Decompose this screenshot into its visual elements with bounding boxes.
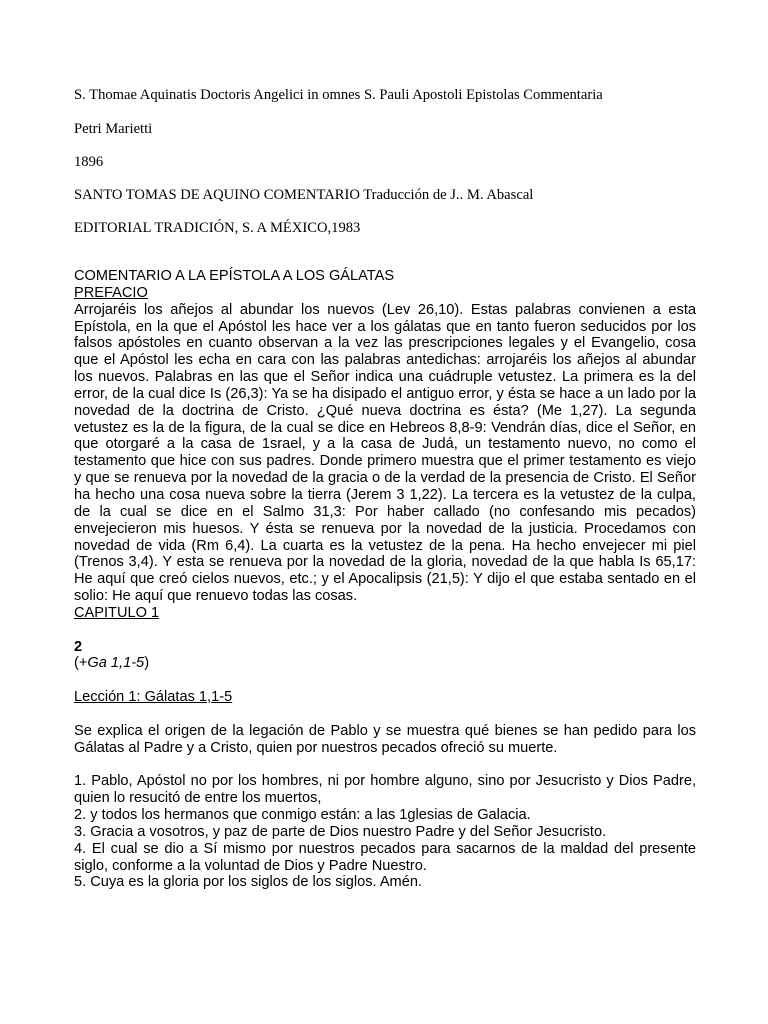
prefacio-paragraph: Arrojaréis los añejos al abundar los nuevos (Lev 26,10). Estas palabras convienen a esta Epístola, en la que el Apóstol les hace ver a los gálatas que en tanto fueron seducidos por los falsos apóstoles en cuanto observan a la vez las prescripciones legales y el Evangelio, cosa que el Apóstol les echa en cara con las palabras antedichas: arrojaréis los añejos al abundar los nuevos. Palabras en las que el Señor indica una cuádruple vetustez. La primera es la del error, de la cual dice Is (26,3): Ya se ha disipado el antiguo error, y ésta se hace a un lado por la novedad de la doctrina de Cristo. ¿Qué nueva doctrina es ésta? (Me 1,27). La segunda vetustez es la de la figura, de la cual se dice en Hebreos 8,8-9: Vendrán días, dice el Señor, en que otorgaré a la casa de 1srael, y a la casa de Judá, un testamento nuevo, no como el testamento que hice con sus padres. Donde primero muestra que el primer testamento es viejo y que se renueva por la novedad de la gracia o de la verdad de la presencia de Cristo. El Señor ha hecho una cosa nueva sobre la tierra (Jerem 3 1,22). La tercera es la vetustez de la culpa, de la cual se dice en el Salmo 31,3: Por haber callado (no confesando mis pecados) envejecieron mis huesos. Y ésta se renueva por la novedad de la justicia. Procedamos con novedad de vida (Rm 6,4). La cuarta es la vetustez de la pena. Ha hecho envejecer mi piel (Trenos 3,4). Y esta se renueva por la novedad de la gloria, novedad de la que habla Is 65,17: He aquí que creó cielos nuevos, etc.; y el Apocalipsis (21,5): Y dijo el que estaba sentado en el solio: He aquí que renuevo todas las cosas.: [74, 301, 696, 605]
edition-info: EDITORIAL TRADICIÓN, S. A MÉXICO,1983: [74, 220, 361, 236]
verse-4: 4. El cual se dio a Sí mismo por nuestros pecados para sacarnos de la maldad del presente siglo, conforme a la voluntad de Dios y Padre Nuestro.: [74, 840, 696, 874]
leccion-link[interactable]: Lección 1: Gálatas 1,1-5: [74, 689, 233, 706]
verse-3: 3. Gracia a vosotros, y paz de parte de Dios nuestro Padre y del Señor Jesucristo.: [74, 823, 607, 840]
prefacio-link[interactable]: PREFACIO: [74, 284, 148, 301]
section-number: 2: [74, 638, 83, 655]
ref-italic: Ga 1,1-5: [87, 655, 145, 672]
verse-2: 2. y todos los hermanos que conmigo están: a las 1glesias de Galacia.: [74, 807, 531, 823]
publisher-name: Petri Marietti: [74, 121, 153, 137]
verse-1: 1. Pablo, Apóstol no por los hombres, ni por hombre alguno, sino por Jesucristo y Dios Padre, quien lo resucitó de entre los muertos,: [74, 773, 696, 807]
translation-credit: SANTO TOMAS DE AQUINO COMENTARIO Traducción de J.. M. Abascal: [74, 187, 534, 203]
main-content: [74, 268, 696, 891]
book-title: S. Thomae Aquinatis Doctoris Angelici in omnes S. Pauli Apostoli Epistolas Commentaria: [74, 87, 603, 103]
spacer: [74, 706, 696, 723]
spacer: [74, 672, 696, 689]
lesson-summary: Se explica el origen de la legación de Pablo y se muestra qué bienes se han pedido para los Gálatas al Padre y a Cristo, quien por nuestros pecados ofreció su muerte.: [74, 722, 696, 756]
publication-year: 1896: [74, 154, 104, 170]
spacer: [74, 756, 696, 773]
scripture-reference: [74, 655, 696, 672]
ref-open: (+: [74, 655, 88, 672]
spacer: [74, 622, 696, 639]
capitulo-link[interactable]: CAPITULO 1: [74, 604, 160, 621]
section-title: COMENTARIO A LA EPÍSTOLA A LOS GÁLATAS: [74, 268, 395, 284]
verse-5: 5. Cuya es la gloria por los siglos de los siglos. Amén.: [74, 874, 422, 891]
ref-close: ): [144, 655, 150, 672]
